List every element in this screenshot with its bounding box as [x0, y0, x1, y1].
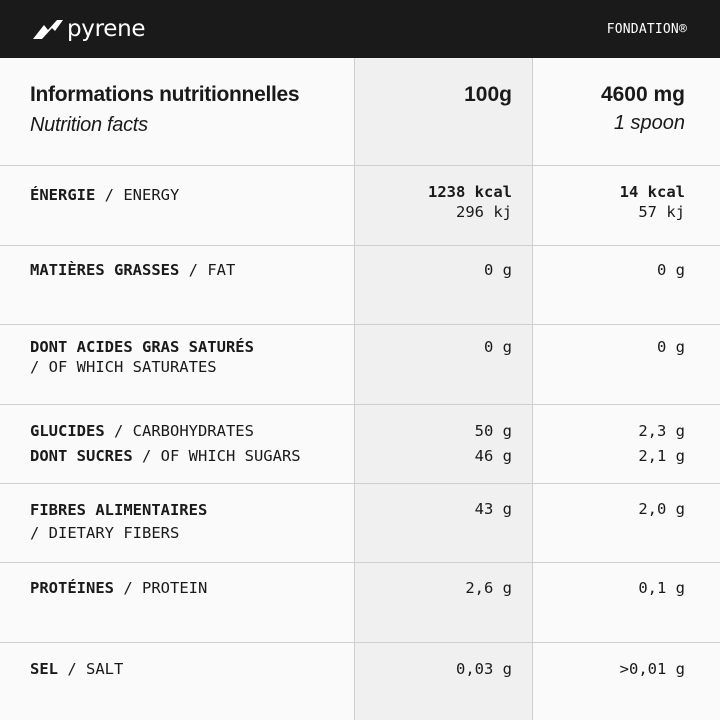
row-label: GLUCIDES / CARBOHYDRATES DONT SUCRES / OF WHICH SUGARS	[30, 422, 301, 465]
brand-name: pyrene	[67, 16, 146, 42]
table-row	[0, 324, 720, 404]
table-row	[0, 245, 720, 324]
label-fr: ÉNERGIE	[30, 186, 96, 204]
value-serving: 2,0 g	[638, 500, 685, 518]
col-100g-header: 100g	[464, 83, 512, 106]
table-row	[0, 562, 720, 642]
row-label: DONT ACIDES GRAS SATURÉS / OF WHICH SATURATES	[30, 338, 254, 376]
row-label: PROTÉINES / PROTEIN	[30, 579, 208, 597]
nutrition-table	[0, 58, 720, 720]
value-100g: 0,03 g	[456, 660, 512, 678]
brand-logo	[33, 16, 145, 42]
value-100g: 43 g	[474, 500, 512, 518]
value-100g: 50 g 46 g	[474, 422, 512, 465]
value-100g: 1238 kcal 296 kj	[428, 183, 512, 221]
value-serving: 2,3 g 2,1 g	[638, 422, 685, 465]
row-label: FIBRES ALIMENTAIRES / DIETARY FIBERS	[30, 501, 208, 542]
table-row	[0, 165, 720, 245]
table-title-en: Nutrition facts	[30, 114, 148, 136]
table-title-fr: Informations nutritionnelles	[30, 83, 300, 106]
table-row	[0, 642, 720, 720]
row-label: SEL / SALT	[30, 660, 124, 678]
table-row	[0, 483, 720, 562]
table-row	[0, 404, 720, 483]
value-serving: 14 kcal 57 kj	[619, 183, 685, 221]
value-100g: 2,6 g	[465, 579, 512, 597]
col-serving-subheader: 1 spoon	[613, 112, 685, 134]
row-label: ÉNERGIE / ENERGY	[30, 186, 180, 204]
product-name: FONDATION®	[606, 21, 687, 37]
col-serving-header: 4600 mg	[600, 83, 685, 106]
row-label: MATIÈRES GRASSES / FAT	[30, 261, 236, 279]
table-header-row	[0, 58, 720, 165]
pyrene-logo-icon	[33, 19, 63, 39]
value-100g: 0 g	[484, 261, 512, 279]
value-serving: 0 g	[657, 338, 685, 356]
value-serving: 0,1 g	[638, 579, 685, 597]
value-serving: 0 g	[657, 261, 685, 279]
value-100g: 0 g	[484, 338, 512, 356]
brand-header	[0, 0, 720, 58]
label-en: ENERGY	[123, 186, 180, 204]
value-serving: >0,01 g	[619, 660, 685, 678]
